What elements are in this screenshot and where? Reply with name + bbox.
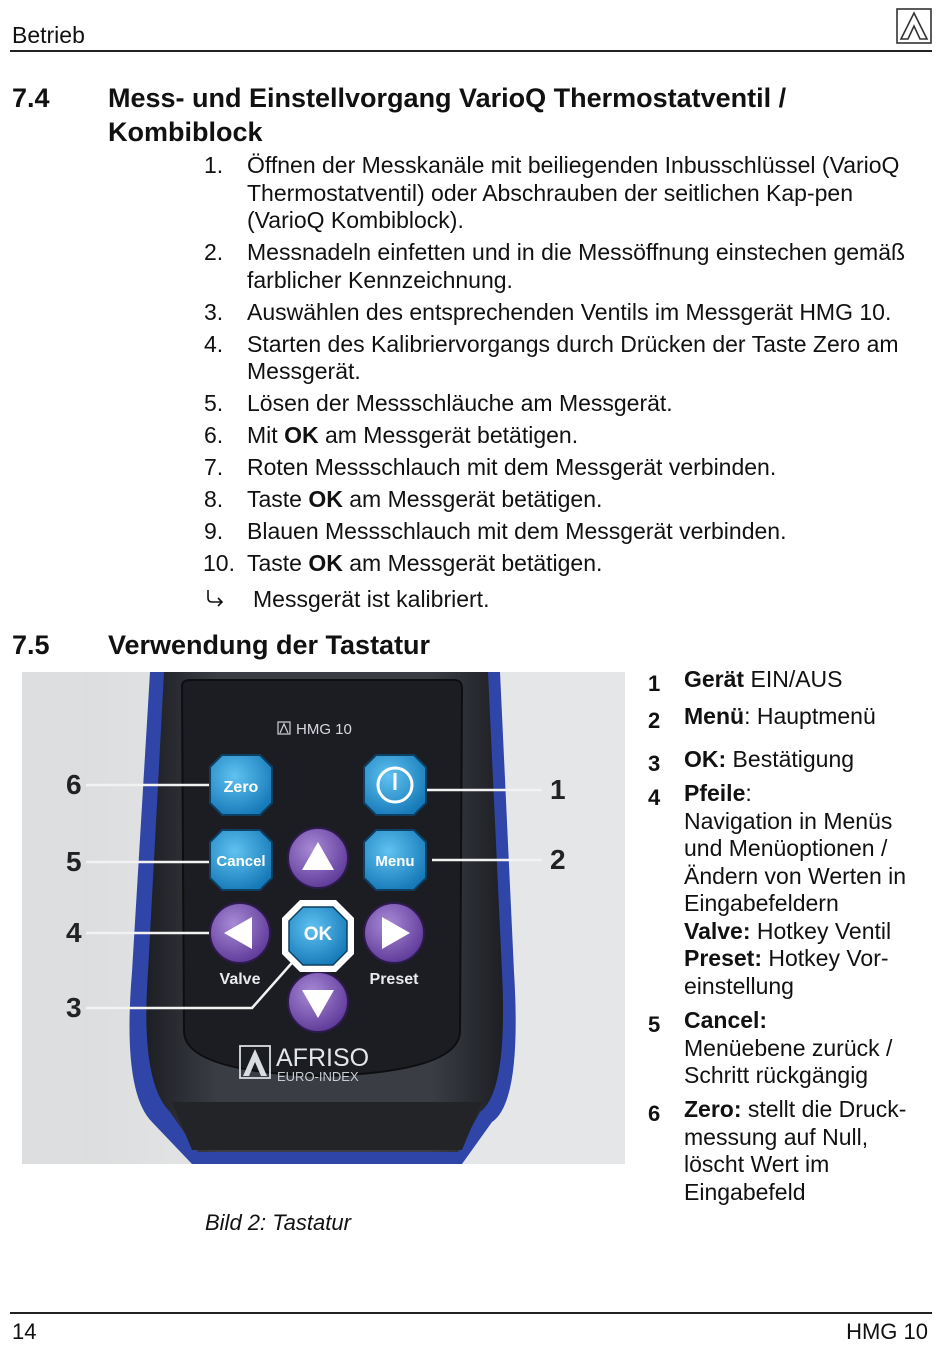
svg-text:AFRISO: AFRISO <box>276 1044 370 1072</box>
svg-text:Cancel: Cancel <box>216 853 266 870</box>
callout-5: 5 <box>66 846 82 877</box>
section-number: 7.4 <box>12 83 50 113</box>
list-item: 10. Taste OK am Messgerät betätigen. <box>203 550 603 576</box>
list-item: 3. Auswählen des entsprechenden Ventils im Messgerät HMG 10. <box>204 298 892 325</box>
section-title: Mess- und Einstellvorgang VarioQ Thermostatventil / Kombiblock <box>108 83 787 147</box>
section-7-5-heading <box>12 628 712 662</box>
calibration-steps-list <box>196 152 926 582</box>
arrow-right-key <box>364 903 424 963</box>
cancel-key <box>210 830 272 890</box>
section-7-4-heading <box>12 81 912 151</box>
list-item: 8. Taste OK am Messgerät betätigen. <box>204 486 603 512</box>
section-title: Verwendung der Tastatur <box>108 630 431 660</box>
footer-rule <box>10 1312 932 1314</box>
callout-2: 2 <box>550 844 566 875</box>
running-header: Betrieb <box>12 22 85 48</box>
list-item: 9. Blauen Messschlauch mit dem Messgerät verbinden. <box>204 518 787 544</box>
result-arrow-icon <box>205 588 227 610</box>
list-item: 6. Mit OK am Messgerät betätigen. <box>204 422 579 448</box>
callout-4: 4 <box>66 917 82 948</box>
power-key <box>364 755 426 815</box>
menu-key <box>364 830 426 890</box>
svg-text:OK: OK <box>303 924 333 945</box>
afriso-logo-icon <box>896 8 932 44</box>
page-number: 14 <box>12 1319 37 1344</box>
header-rule <box>10 50 932 52</box>
callout-3: 3 <box>66 992 82 1023</box>
arrow-left-key <box>210 903 270 963</box>
list-item: 7. Roten Messschlauch mit dem Messgerät verbinden. <box>204 454 777 480</box>
ok-key <box>282 900 354 972</box>
figure-caption: Bild 2: Tastatur <box>205 1210 351 1235</box>
list-item: 2. Messnadeln einfetten und in die Messöffnung einstechen gemäß farblicher Kennzeichnung. <box>204 239 906 293</box>
arrow-down-key <box>288 972 348 1032</box>
list-item: 1. Öffnen der Messkanäle mit beiliegenden Inbusschlüssel (VarioQ Thermostatventil) oder Abschrauben der seitlichen Kap-pen (VarioQ Kombiblock). <box>204 152 900 233</box>
svg-text:EURO-INDEX: EURO-INDEX <box>277 1069 359 1084</box>
zero-key <box>210 755 272 815</box>
section-number: 7.5 <box>12 630 50 660</box>
list-item: 4. Starten des Kalibriervorgangs durch Drücken der Taste Zero am Messgerät. <box>204 330 899 384</box>
arrow-up-key <box>288 828 348 888</box>
callout-1: 1 <box>550 774 566 805</box>
svg-text:Menu: Menu <box>375 853 415 870</box>
svg-text:Zero: Zero <box>223 779 259 796</box>
footer-product: HMG 10 <box>846 1319 928 1344</box>
model-label: HMG 10 <box>296 721 352 738</box>
keyboard-photo <box>22 672 625 1164</box>
callout-6: 6 <box>66 769 82 800</box>
list-item: 5. Lösen der Messschläuche am Messgerät. <box>204 390 673 416</box>
preset-label: Preset <box>369 971 419 988</box>
valve-label: Valve <box>219 971 261 988</box>
